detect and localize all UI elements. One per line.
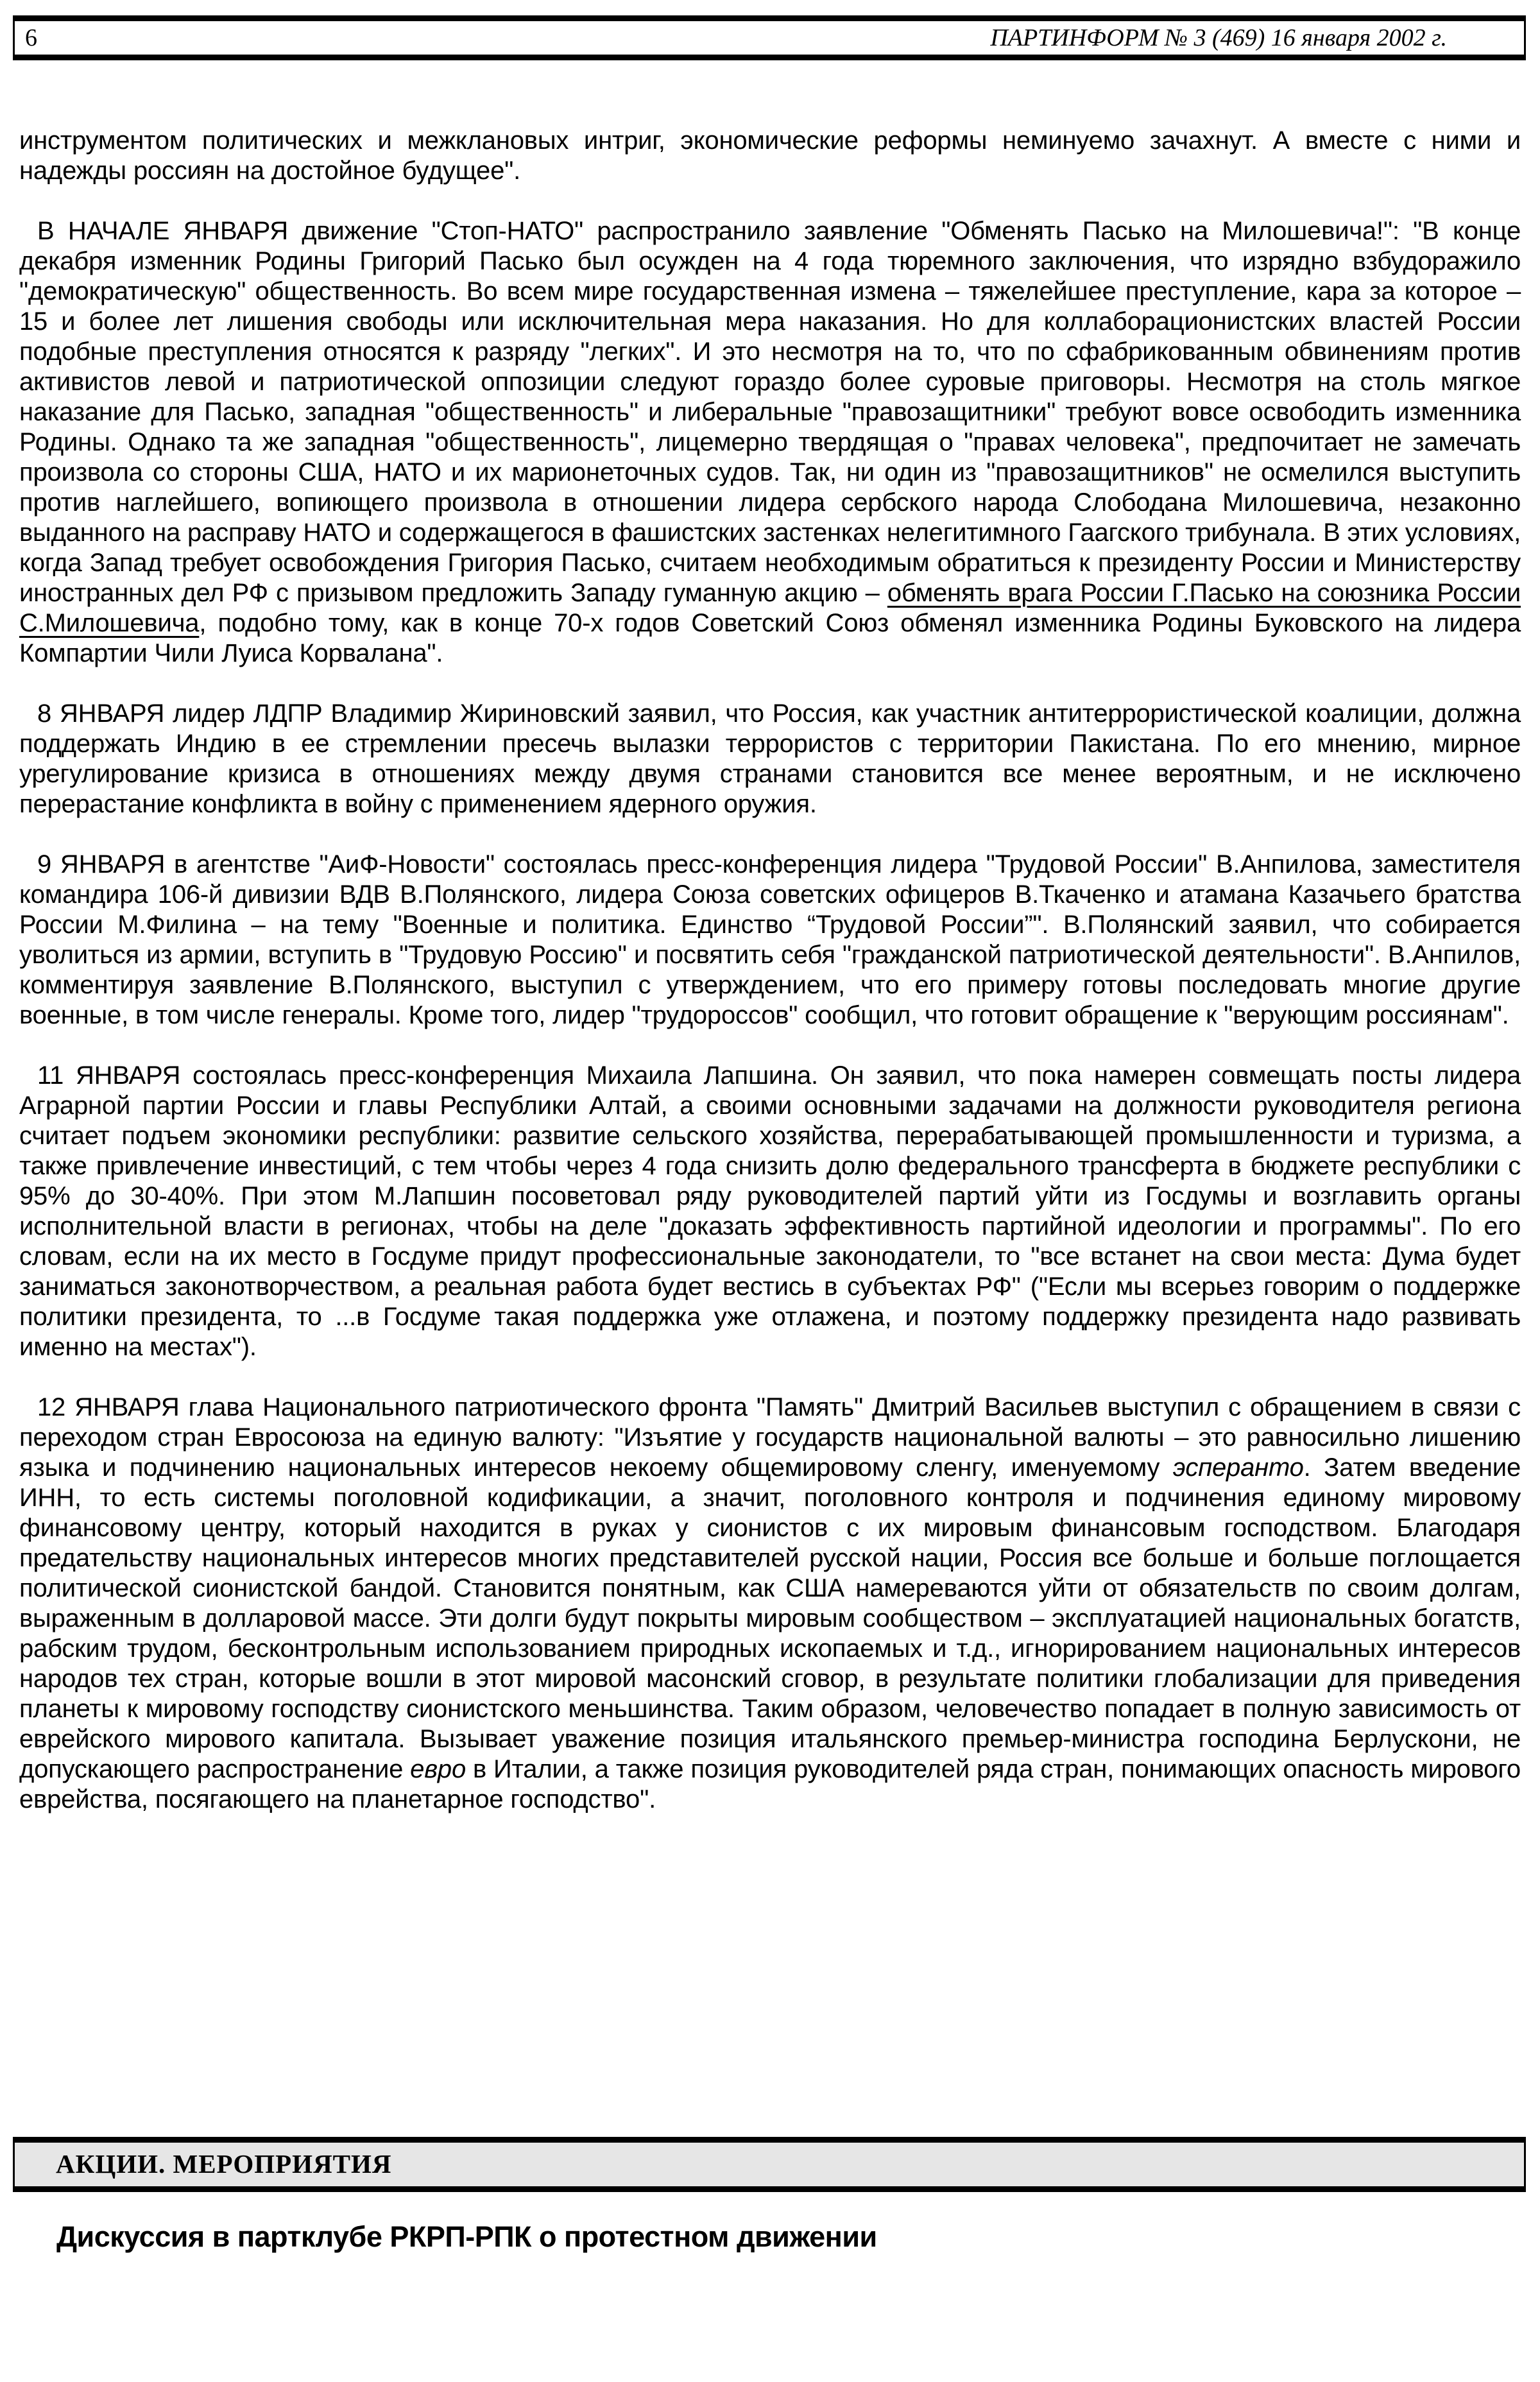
section-header-bar (13, 2137, 1526, 2192)
paragraph (19, 1392, 1521, 1815)
text-run: 9 ЯНВАРЯ в агентстве "АиФ-Новости" состоялась пресс-конференция лидера "Трудовой России" В.Анпилова, заместителя командира 106-й дивизии ВДВ В.Полянского, лидера Союза советских офицеров В.Ткаченко и атамана Казачьего братства России М.Филина – на тему "Военные и политика. Единство “Трудовой России”". В.Полянский заявил, что собирается уволиться из армии, вступить в "Трудовую Россию" и посвятить себя "гражданской патриотической деятельности". В.Анпилов, комментируя заявление В.Полянского, выступил с утверждением, что его примеру готовы последовать многие другие военные, в том числе генералы. Кроме того, лидер "трудороссов" сообщил, что готовит обращение к "верующим россиянам". (19, 850, 1521, 1029)
text-run: . Затем введение ИНН, то есть системы поголовной кодификации, а значит, поголовного контроля и подчинения единому мировому финансовому центру, который находится в руках у сионистов с их мировым финансовым господством. Благодаря предательству национальных интересов многих представителей русской нации, Россия все больше и больше поглощается политической сионистской бандой. Становится понятным, как США намереваются уйти от обязательств по своим долгам, выраженным в долларовой массе. Эти долги будут покрыты мировым сообществом – эксплуатацией национальных богатств, рабским трудом, бесконтрольным использованием природных ископаемых и т.д., игнорированием национальных интересов народов тех стран, которые вошли в этот мировой масонский сговор, в результате политики глобализации для приведения планеты к мировому господству сионистского меньшинства. Таким образом, человечество попадает в полную зависимость от еврейского мирового капитала. Вызывает уважение позиция итальянского премьер-министра господина Берлускони, не допускающего распространение (19, 1453, 1521, 1783)
paragraph (19, 1061, 1521, 1362)
article-body (19, 126, 1521, 1845)
article-subtitle: Дискуссия в партклубе РКРП-РПК о протестном движении (56, 2220, 877, 2253)
newsletter-title: ПАРТИНФОРМ № 3 (469) 16 января 2002 г. (990, 24, 1447, 51)
section-header-label: АКЦИИ. МЕРОПРИЯТИЯ (56, 2149, 392, 2179)
paragraph (19, 216, 1521, 669)
text-run: В НАЧАЛЕ ЯНВАРЯ движение "Стоп-НАТО" распространило заявление "Обменять Пасько на Милошевича!": "В конце декабря изменник Родины Григорий Пасько был осужден на 4 года тюремного заключения, что изрядно взбудоражило "демократическую" общественность. Во всем мире государственная измена – тяжелейшее преступление, кара за которое – 15 и более лет лишения свободы или исключительная мера наказания. Но для коллаборационистских властей России подобные преступления относятся к разряду "легких". И это несмотря на то, что по сфабрикованным обвинениям против активистов левой и патриотической оппозиции следуют гораздо более суровые приговоры. Несмотря на столь мягкое наказание для Пасько, западная "общественность" и либеральные "правозащитники" требуют вовсе освободить изменника Родины. Однако та же западная "общественность", лицемерно твердящая о "правах человека", предпочитает не замечать произвола со стороны США, НАТО и их марионеточных судов. Так, ни один из "правозащитников" не осмелился выступить против наглейшего, вопиющего произвола в отношении лидера сербского народа Слободана Милошевича, незаконно выданного на расправу НАТО и содержащегося в фашистских застенках нелегитимного Гаагского трибунала. В этих условиях, когда Запад требует освобождения Григория Пасько, считаем необходимым обратиться к президенту России и Министерству иностранных дел РФ с призывом предложить Западу гуманную акцию – (19, 217, 1521, 607)
text-run-italic: эсперанто (1172, 1453, 1304, 1482)
text-run-italic: евро (410, 1755, 466, 1783)
text-run: 11 ЯНВАРЯ состоялась пресс-конференция Михаила Лапшина. Он заявил, что пока намерен совмещать посты лидера Аграрной партии России и главы Республики Алтай, а своими основными задачами на должности руководителя региона считает подъем экономики республики: развитие сельского хозяйства, перерабатывающей промышленности и туризма, а также привлечение инвестиций, с тем чтобы через 4 года снизить долю федерального трансферта в бюджете республики с 95% до 30-40%. При этом М.Лапшин посоветовал ряду руководителей партий уйти из Госдумы и возглавить органы исполнительной власти в регионах, чтобы на деле "доказать эффективность партийной идеологии и программы". По его словам, если на их место в Госдуме придут профессиональные законодатели, то "все встанет на свои места: Дума будет заниматься законотворчеством, а реальная работа будет вестись в субъектах РФ" ("Если мы всерьез говорим о поддержке политики президента, то ...в Госдуме такая поддержка уже отлажена, и поэтому поддержку президента надо развивать именно на местах"). (19, 1061, 1521, 1361)
text-run: 12 ЯНВАРЯ глава Национального патриотического фронта "Память" Дмитрий Васильев выступил с обращением в связи с переходом стран Евросоюза на единую валюту: "Изъятие у государств национальной валюты – это равносильно лишению языка и подчинению национальных интересов некоему общемировому сленгу, именуемому (19, 1393, 1521, 1482)
text-run: 8 ЯНВАРЯ лидер ЛДПР Владимир Жириновский заявил, что Россия, как участник антитеррористической коалиции, должна поддержать Индию в ее стремлении пресечь вылазки террористов с территории Пакистана. По его мнению, мирное урегулирование кризиса в отношениях между двумя странами становится все менее вероятным, и не исключено перерастание конфликта в войну с применением ядерного оружия. (19, 699, 1521, 818)
paragraph (19, 126, 1521, 186)
text-run: в Италии, а также позиция руководителей ряда стран, понимающих опасность мирового еврейства, посягающего на планетарное господство". (19, 1755, 1521, 1813)
text-run: , подобно тому, как в конце 70-х годов Советский Союз обменял изменника Родины Буковского на лидера Компартии Чили Луиса Корвалана". (19, 609, 1521, 667)
text-run: инструментом политических и межклановых интриг, экономические реформы неминуемо зачахнут. А вместе с ними и надежды россиян на достойное будущее". (19, 126, 1521, 185)
running-header (13, 15, 1526, 60)
page-number: 6 (25, 24, 37, 51)
paragraph (19, 850, 1521, 1031)
paragraph (19, 699, 1521, 819)
text-run-underline: обменять врага России Г.Пасько на союзника России С.Милошевича (19, 579, 1521, 637)
